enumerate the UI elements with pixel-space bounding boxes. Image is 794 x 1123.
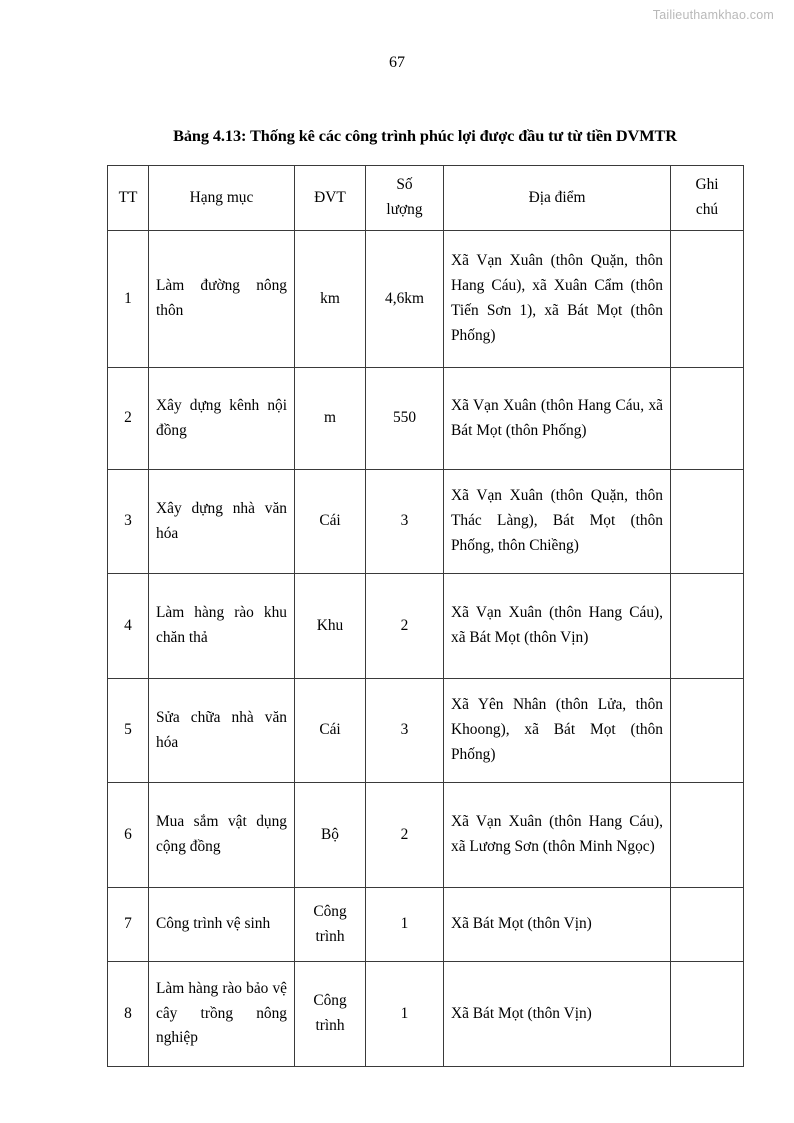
cell-dvt: Cái <box>295 470 366 574</box>
cell-tt: 7 <box>108 888 149 962</box>
cell-dvt: km <box>295 231 366 368</box>
cell-tt: 1 <box>108 231 149 368</box>
cell-tt: 6 <box>108 783 149 888</box>
cell-hang-muc: Xây dựng kênh nội đồng <box>149 368 295 470</box>
cell-so-luong: 2 <box>366 574 444 679</box>
cell-so-luong: 3 <box>366 679 444 783</box>
column-header-hang-muc: Hạng mục <box>149 166 295 231</box>
table-row <box>108 888 744 962</box>
cell-ghi-chu <box>671 679 744 783</box>
cell-hang-muc: Mua sắm vật dụng cộng đồng <box>149 783 295 888</box>
cell-dvt: Công trình <box>295 888 366 962</box>
cell-hang-muc: Làm đường nông thôn <box>149 231 295 368</box>
cell-hang-muc: Xây dựng nhà văn hóa <box>149 470 295 574</box>
cell-tt: 8 <box>108 962 149 1067</box>
cell-hang-muc: Làm hàng rào bảo vệ cây trồng nông nghiệp <box>149 962 295 1067</box>
cell-hang-muc: Làm hàng rào khu chăn thả <box>149 574 295 679</box>
table-header <box>108 166 744 231</box>
cell-dvt: Khu <box>295 574 366 679</box>
cell-tt: 4 <box>108 574 149 679</box>
table-row <box>108 368 744 470</box>
welfare-projects-table <box>107 165 744 1067</box>
column-header-so-luong <box>366 166 444 231</box>
cell-so-luong: 550 <box>366 368 444 470</box>
cell-dia-diem: Xã Bát Mọt (thôn Vịn) <box>444 888 671 962</box>
table-row <box>108 470 744 574</box>
cell-ghi-chu <box>671 783 744 888</box>
cell-dvt: m <box>295 368 366 470</box>
cell-so-luong: 3 <box>366 470 444 574</box>
cell-tt: 3 <box>108 470 149 574</box>
table-caption: Bảng 4.13: Thống kê các công trình phúc lợi được đầu tư từ tiền DVMTR <box>173 126 677 145</box>
table-row <box>108 783 744 888</box>
cell-so-luong: 1 <box>366 962 444 1067</box>
cell-dia-diem: Xã Vạn Xuân (thôn Quặn, thôn Hang Cáu), xã Xuân Cẩm (thôn Tiến Sơn 1), xã Bát Mọt (thôn Phống) <box>444 231 671 368</box>
site-watermark: Tailieuthamkhao.com <box>652 8 774 22</box>
cell-dvt: Công trình <box>295 962 366 1067</box>
cell-ghi-chu <box>671 470 744 574</box>
cell-hang-muc: Sửa chữa nhà văn hóa <box>149 679 295 783</box>
cell-ghi-chu <box>671 962 744 1067</box>
cell-tt: 2 <box>108 368 149 470</box>
column-header-ghi-chu-line1: Ghi <box>695 176 719 194</box>
column-header-so-luong-line2: lượng <box>386 201 423 218</box>
cell-so-luong: 2 <box>366 783 444 888</box>
cell-dia-diem: Xã Bát Mọt (thôn Vịn) <box>444 962 671 1067</box>
column-header-ghi-chu-line2: chú <box>695 201 719 218</box>
table-row <box>108 679 744 783</box>
cell-dia-diem: Xã Vạn Xuân (thôn Hang Cáu), xã Lương Sơn (thôn Minh Ngọc) <box>444 783 671 888</box>
cell-dia-diem: Xã Vạn Xuân (thôn Hang Cáu, xã Bát Mọt (thôn Phống) <box>444 368 671 470</box>
column-header-so-luong-line1: Số <box>396 176 413 194</box>
cell-ghi-chu <box>671 231 744 368</box>
cell-hang-muc: Công trình vệ sinh <box>149 888 295 962</box>
cell-ghi-chu <box>671 574 744 679</box>
column-header-ghi-chu <box>671 166 744 231</box>
cell-ghi-chu <box>671 888 744 962</box>
cell-so-luong: 1 <box>366 888 444 962</box>
cell-dia-diem: Xã Vạn Xuân (thôn Hang Cáu), xã Bát Mọt (thôn Vịn) <box>444 574 671 679</box>
column-header-tt: TT <box>108 166 149 231</box>
cell-dia-diem: Xã Yên Nhân (thôn Lửa, thôn Khoong), xã Bát Mọt (thôn Phống) <box>444 679 671 783</box>
cell-dia-diem: Xã Vạn Xuân (thôn Quặn, thôn Thác Làng), Bát Mọt (thôn Phống, thôn Chiềng) <box>444 470 671 574</box>
table-header-row <box>108 166 744 231</box>
page-number: 67 <box>389 54 405 71</box>
cell-tt: 5 <box>108 679 149 783</box>
table-body <box>108 231 744 1067</box>
cell-so-luong: 4,6km <box>366 231 444 368</box>
table-row <box>108 962 744 1067</box>
cell-dvt: Cái <box>295 679 366 783</box>
column-header-dvt: ĐVT <box>295 166 366 231</box>
table-row <box>108 231 744 368</box>
cell-ghi-chu <box>671 368 744 470</box>
cell-dvt: Bộ <box>295 783 366 888</box>
column-header-dia-diem: Địa điểm <box>444 166 671 231</box>
table-row <box>108 574 744 679</box>
